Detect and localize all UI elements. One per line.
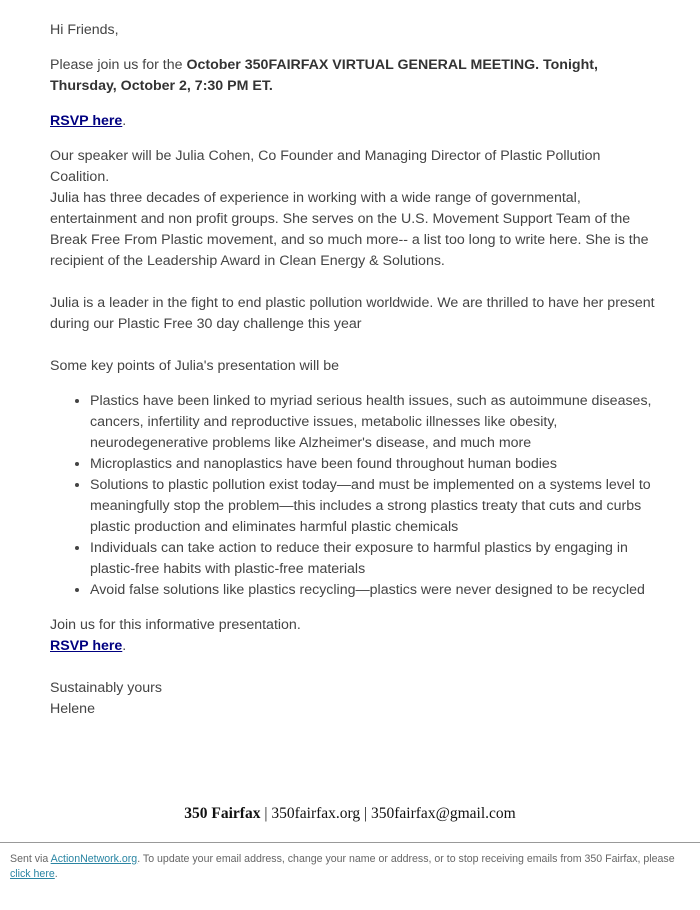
signature-line bbox=[0, 805, 700, 823]
invite-paragraph bbox=[50, 55, 656, 97]
list-item: • Individuals can take action to reduce their exposure to harmful plastics by engaging in plastic-free habits with plastic-free materials bbox=[90, 538, 656, 580]
list-item: • Microplastics and nanoplastics have been found throughout human bodies bbox=[90, 454, 656, 475]
greeting: Hi Friends, bbox=[50, 22, 119, 38]
speaker-bio: Julia has three decades of experience in working with a wide range of governmental, entertainment and non profit groups. She serves on the U.S. Movement Support Team of the Break Free From Plastic movement, and so much more-- a list too long to write here. She is the recipient of the Leadership Award in Clean Energy & Solutions. bbox=[50, 190, 649, 269]
separator: | bbox=[364, 805, 368, 822]
rsvp-paragraph-top bbox=[50, 111, 656, 132]
signoff: Sustainably yours bbox=[50, 680, 162, 696]
actionnetwork-link[interactable]: ActionNetwork.org bbox=[50, 853, 138, 865]
org-email: 350fairfax@gmail.com bbox=[371, 805, 516, 822]
period: . bbox=[122, 638, 127, 654]
rsvp-paragraph-bottom bbox=[50, 636, 656, 657]
org-name: 350 Fairfax bbox=[184, 805, 261, 822]
meeting-details: October 350FAIRFAX VIRTUAL GENERAL MEETING. Tonight, Thursday, October 2, 7:30 PM ET. bbox=[50, 57, 598, 94]
email-content bbox=[50, 20, 656, 720]
signer-name: Helene bbox=[50, 701, 95, 717]
key-points-intro: Some key points of Julia's presentation will be bbox=[50, 358, 339, 374]
rsvp-link-top[interactable]: RSVP here bbox=[50, 113, 123, 129]
footer bbox=[10, 852, 685, 882]
period: . bbox=[122, 113, 127, 129]
list-item: • Solutions to plastic pollution exist today—and must be implemented on a systems level to meaningfully stop the problem—this includes a strong plastics treaty that cuts and curbs plastic production and eliminates harmful plastic chemicals bbox=[90, 475, 656, 538]
list-item: • Avoid false solutions like plastics recycling—plastics were never designed to be recycled bbox=[90, 580, 656, 601]
unsubscribe-link[interactable]: click here bbox=[10, 868, 55, 880]
leader-paragraph: Julia is a leader in the fight to end plastic pollution worldwide. We are thrilled to have her present during our Plastic Free 30 day challenge this year bbox=[50, 295, 655, 332]
footer-prefix: Sent via bbox=[10, 853, 51, 865]
invite-prefix: Please join us for the bbox=[50, 57, 187, 73]
footer-suffix: . bbox=[54, 868, 58, 880]
speaker-intro: Our speaker will be Julia Cohen, Co Founder and Managing Director of Plastic Pollution Coalition. bbox=[50, 148, 601, 185]
org-website: 350fairfax.org bbox=[271, 805, 361, 822]
rsvp-link-bottom[interactable]: RSVP here bbox=[50, 638, 123, 654]
key-points-list bbox=[50, 391, 656, 601]
list-item: • Plastics have been linked to myriad serious health issues, such as autoimmune diseases, cancers, infertility and reproductive issues, metabolic illnesses like obesity, neurodegenerative problems like Alzheimer's disease, and much more bbox=[90, 391, 656, 454]
footer-divider bbox=[0, 842, 700, 843]
closing-text: Join us for this informative presentation. bbox=[50, 617, 301, 633]
footer-text: . To update your email address, change your name or address, or to stop receiving emails from 350 Fairfax, please bbox=[137, 853, 675, 865]
separator: | bbox=[264, 805, 268, 822]
